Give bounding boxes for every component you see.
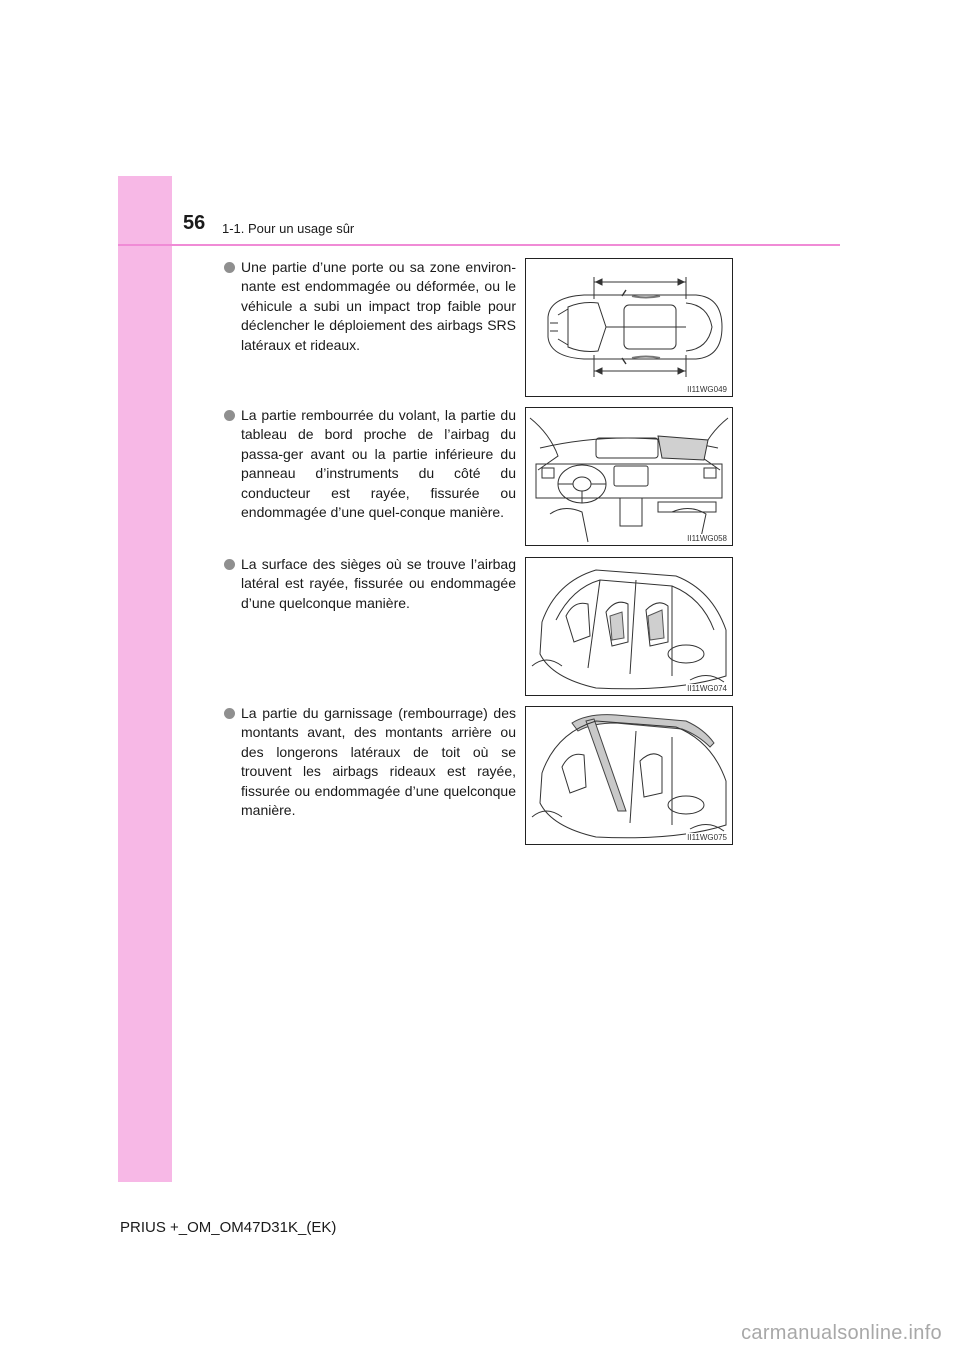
item-text: La surface des sièges où se trouve l’airbag latéral est rayée, fissurée ou endommagée d’une quelconque manière. — [241, 556, 516, 611]
figure-label: II11WG058 — [687, 534, 727, 543]
curtain-trim-illustration — [526, 707, 732, 844]
figure-car-top-view — [525, 258, 733, 397]
footer-document-code: PRIUS +_OM_OM47D31K_(EK) — [120, 1219, 337, 1236]
figure-side-airbag-seats — [525, 557, 733, 696]
figure-label: II11WG049 — [687, 385, 727, 394]
watermark-text: carmanualsonline.info — [741, 1322, 942, 1344]
figure-label: II11WG075 — [687, 833, 727, 842]
list-item — [224, 406, 516, 522]
side-tab-bar — [118, 176, 172, 1182]
dashboard-illustration — [526, 408, 732, 545]
seats-illustration — [526, 558, 732, 695]
item-text: La partie du garnissage (rembourrage) des montants avant, des montants arrière ou des longerons latéraux de toit où se trouvent les airbags rideaux est rayée, fissurée ou endommagée d’une quelconque manière. — [241, 705, 516, 819]
header-rule — [118, 244, 840, 246]
list-item — [224, 704, 516, 820]
item-text: La partie rembourrée du volant, la partie du tableau de bord proche de l’airbag du passa-ger avant ou la partie inférieure du panneau d’instruments du côté du conducteur est rayée, fissurée ou endommagée d’une quel-conque manière. — [241, 407, 516, 521]
bullet-icon — [224, 262, 235, 273]
bullet-icon — [224, 559, 235, 570]
page-number: 56 — [183, 212, 206, 234]
bullet-icon — [224, 708, 235, 719]
list-item — [224, 258, 516, 355]
list-item — [224, 555, 516, 613]
car-top-view-illustration — [526, 259, 732, 396]
figure-label: II11WG074 — [687, 684, 727, 693]
section-title: 1-1. Pour un usage sûr — [222, 221, 355, 236]
figure-dashboard-view — [525, 407, 733, 546]
figure-curtain-airbag-trim — [525, 706, 733, 845]
bullet-icon — [224, 410, 235, 421]
item-text: Une partie d’une porte ou sa zone environ-nante est endommagée ou déformée, ou le véhicule a subi un impact trop faible pour déclencher le déploiement des airbags SRS latéraux et rideaux. — [241, 259, 516, 353]
